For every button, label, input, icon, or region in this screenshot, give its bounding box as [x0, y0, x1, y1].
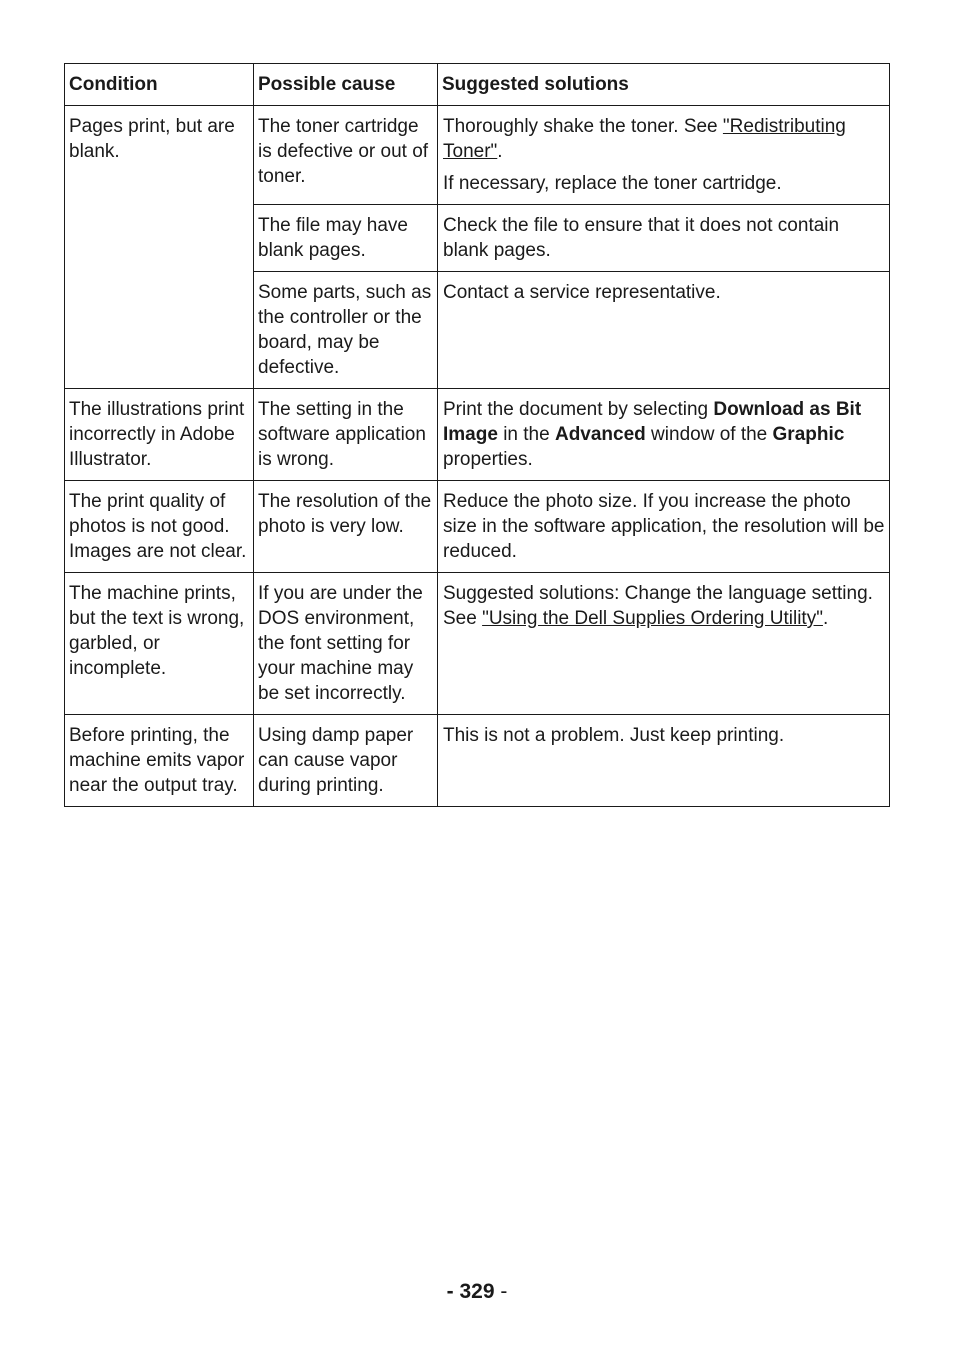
condition-cell: Before printing, the machine emits vapor near the output tray. — [65, 715, 254, 807]
table-row — [65, 106, 890, 205]
troubleshooting-table — [64, 63, 890, 807]
solution-cell: This is not a problem. Just keep printing. — [438, 715, 890, 807]
condition-cell: The machine prints, but the text is wrong, garbled, or incomplete. — [65, 573, 254, 715]
table-row — [65, 573, 890, 715]
cause-cell: Using damp paper can cause vapor during printing. — [254, 715, 438, 807]
solution-text: window of the — [645, 424, 773, 445]
solution-cell: Check the file to ensure that it does not contain blank pages. — [438, 205, 890, 272]
solution-text: properties. — [443, 449, 533, 470]
cause-cell: The file may have blank pages. — [254, 205, 438, 272]
graphic-label: Graphic — [772, 424, 845, 445]
dell-supplies-ordering-utility-link[interactable]: "Using the Dell Supplies Ordering Utility" — [482, 608, 823, 629]
cause-cell: The setting in the software application is wrong. — [254, 389, 438, 481]
page-number: - 329 — [446, 1280, 495, 1303]
condition-cell: The illustrations print incorrectly in Adobe Illustrator. — [65, 389, 254, 481]
solution-text: Thoroughly shake the toner. See — [443, 116, 723, 137]
advanced-label: Advanced — [554, 424, 646, 445]
solution-cell — [438, 106, 890, 205]
page-number-suffix: - — [494, 1280, 508, 1303]
header-possible-cause: Possible cause — [254, 64, 438, 106]
solution-text: in the — [497, 424, 555, 445]
cause-cell: Some parts, such as the controller or the board, may be defective. — [254, 272, 438, 389]
condition-cell: Pages print, but are blank. — [65, 106, 254, 389]
table-row — [65, 715, 890, 807]
cause-cell: If you are under the DOS environment, the font setting for your machine may be set incorrectly. — [254, 573, 438, 715]
table-row — [65, 481, 890, 573]
solution-text: If necessary, replace the toner cartridge. — [443, 173, 782, 194]
solution-cell — [438, 389, 890, 481]
condition-cell: The print quality of photos is not good. Images are not clear. — [65, 481, 254, 573]
table-row — [65, 389, 890, 481]
page-footer — [0, 1278, 954, 1306]
table-header-row — [65, 64, 890, 106]
header-condition: Condition — [65, 64, 254, 106]
solution-text: . — [497, 141, 503, 162]
solution-text: Suggested solutions: Change the language setting. See — [443, 583, 873, 629]
solution-cell: Contact a service representative. — [438, 272, 890, 389]
cause-cell: The resolution of the photo is very low. — [254, 481, 438, 573]
cause-cell: The toner cartridge is defective or out of toner. — [254, 106, 438, 205]
solution-cell: Reduce the photo size. If you increase the photo size in the software application, the resolution will be reduced. — [438, 481, 890, 573]
solution-cell — [438, 573, 890, 715]
redistributing-toner-link[interactable]: "Redistributing Toner" — [443, 116, 846, 162]
download-as-bit-image-label: Download as Bit Image — [443, 399, 862, 445]
solution-text: Print the document by selecting — [443, 399, 714, 420]
header-suggested-solutions: Suggested solutions — [438, 64, 890, 106]
solution-text: . — [822, 608, 829, 629]
